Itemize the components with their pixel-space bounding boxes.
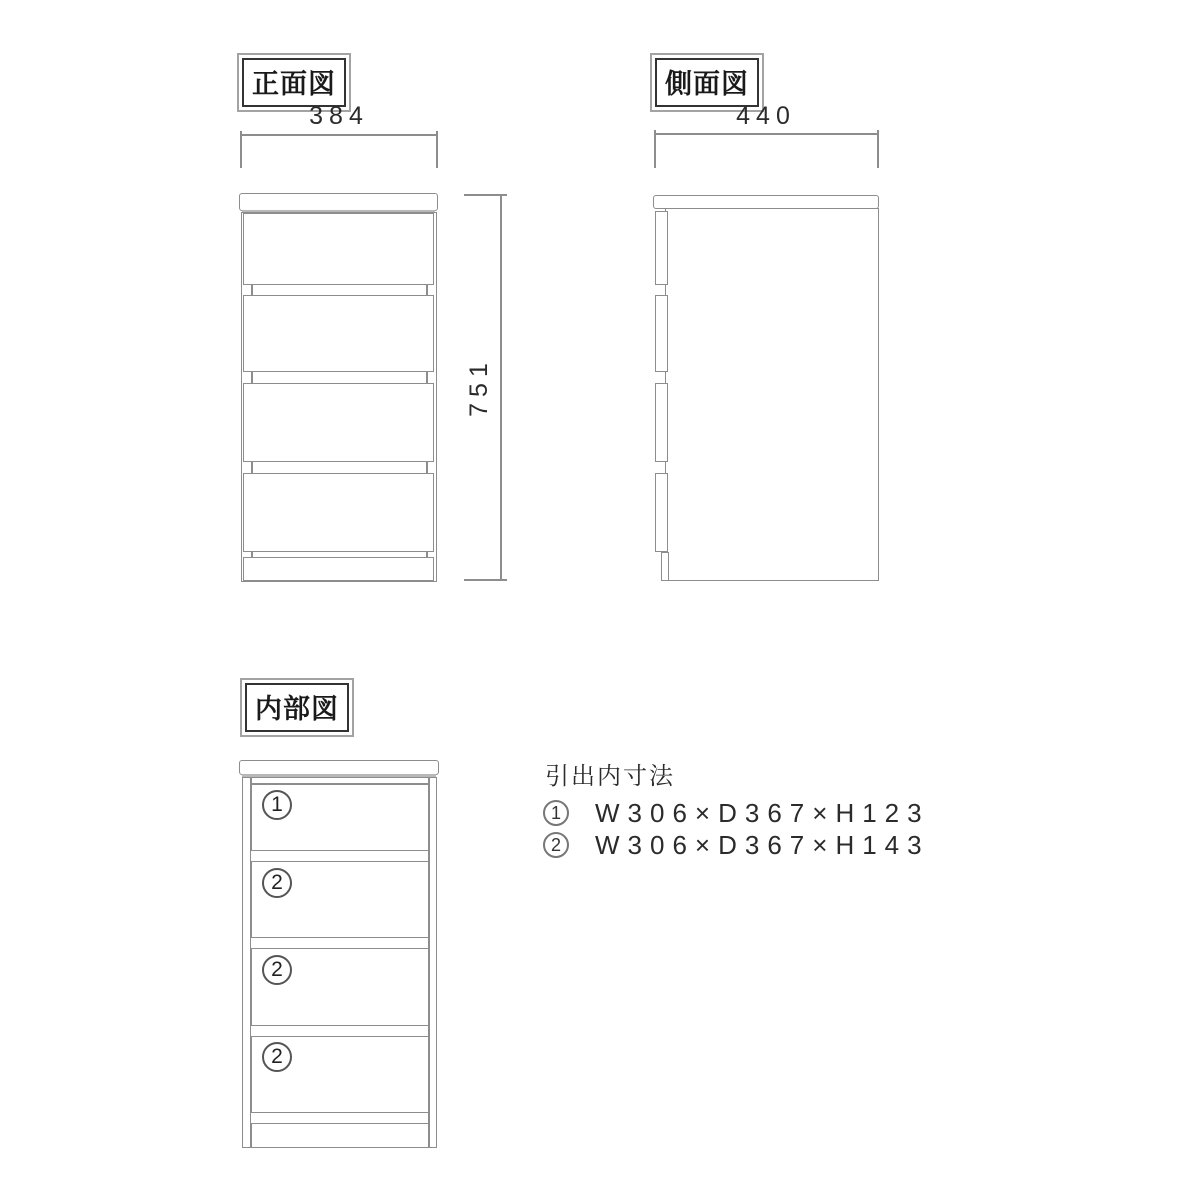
side-depth-dimension-tick-left xyxy=(654,130,656,168)
side-drawer-front-3 xyxy=(655,383,668,462)
internal-shelf-4 xyxy=(251,1112,428,1124)
compartment-marker-3: 2 xyxy=(262,955,292,985)
front-width-dimension-line xyxy=(240,134,437,136)
front-height-dimension: 751 xyxy=(464,357,493,417)
side-top-panel xyxy=(653,195,879,209)
spec-marker-2: 2 xyxy=(543,832,569,858)
compartment-marker-2: 2 xyxy=(262,868,292,898)
side-drawer-front-2 xyxy=(655,295,668,372)
internal-shelf-2 xyxy=(251,937,428,949)
internal-ceiling-line xyxy=(250,783,429,785)
front-width-dimension-tick-left xyxy=(240,131,242,168)
internal-shelf-1 xyxy=(251,850,428,862)
side-drawer-front-4 xyxy=(655,473,668,552)
gap-notch xyxy=(251,372,253,383)
internal-right-wall-line xyxy=(428,777,430,1148)
front-base-panel xyxy=(243,557,434,581)
front-height-dimension-tick-bottom xyxy=(464,579,507,581)
front-width-dimension: 384 xyxy=(309,102,369,130)
drawer-spec-row-2 xyxy=(543,831,930,859)
spec-dimensions-1: W306×D367×H123 xyxy=(595,797,930,828)
gap-notch xyxy=(426,462,428,473)
front-view-label: 正面図 xyxy=(242,58,346,107)
gap-notch xyxy=(251,285,253,295)
internal-top-panel xyxy=(239,760,439,775)
internal-view-label: 内部図 xyxy=(245,683,349,732)
front-drawer-4 xyxy=(243,473,434,552)
internal-view-label-box xyxy=(240,678,354,737)
spec-dimensions-2: W306×D367×H143 xyxy=(595,829,930,860)
compartment-marker-4: 2 xyxy=(262,1042,292,1072)
gap-notch xyxy=(426,372,428,383)
drawer-spec-rows xyxy=(543,799,930,859)
front-top-panel xyxy=(239,193,438,211)
gap-notch xyxy=(426,285,428,295)
gap-notch xyxy=(251,462,253,473)
spec-marker-1: 1 xyxy=(543,800,569,826)
front-height-dimension-tick-top xyxy=(464,194,507,196)
side-depth-dimension-line xyxy=(654,133,878,135)
internal-shelf-3 xyxy=(251,1025,428,1037)
front-drawer-3 xyxy=(243,383,434,462)
side-view-label: 側面図 xyxy=(655,58,759,107)
front-drawer-1 xyxy=(243,213,434,285)
front-drawer-2 xyxy=(243,295,434,372)
side-drawer-front-1 xyxy=(655,211,668,285)
side-depth-dimension: 440 xyxy=(736,102,796,130)
front-width-dimension-tick-right xyxy=(436,131,438,168)
drawer-spec-title: 引出内寸法 xyxy=(545,763,675,790)
side-base-front xyxy=(661,552,669,581)
internal-left-wall-line xyxy=(250,777,252,1148)
drawer-spec-row-1 xyxy=(543,799,930,827)
compartment-marker-1: 1 xyxy=(262,790,292,820)
side-depth-dimension-tick-right xyxy=(877,130,879,168)
side-cabinet-body xyxy=(665,208,879,581)
